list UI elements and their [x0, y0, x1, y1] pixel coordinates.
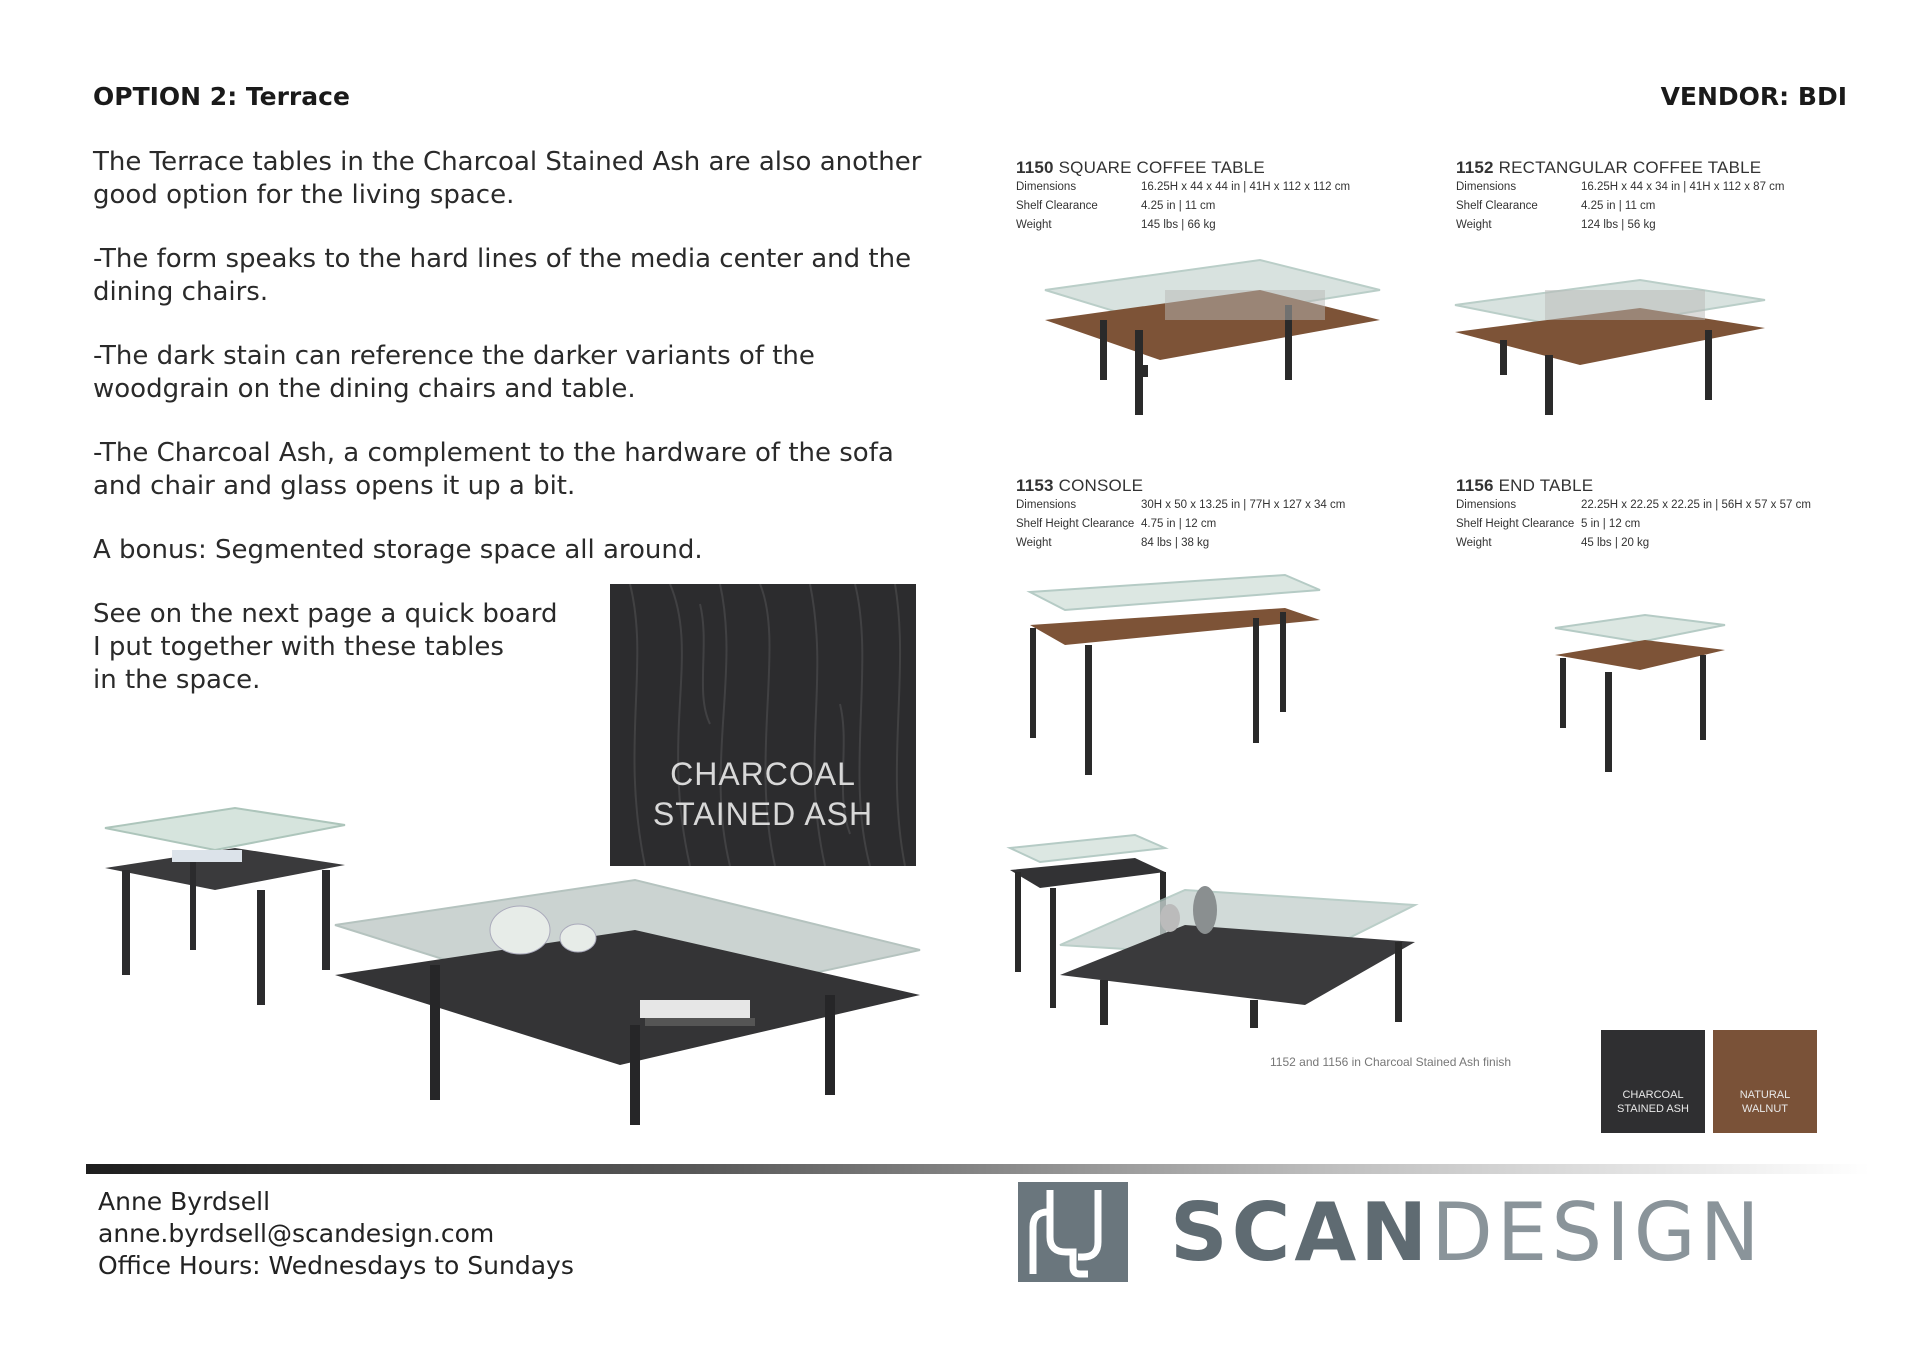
swatch-walnut — [1713, 1030, 1817, 1133]
finish-label-line: CHARCOAL — [670, 756, 856, 792]
swatch-label: NATURAL WALNUT — [1739, 1089, 1791, 1115]
product-photo-1153 — [1025, 570, 1325, 780]
contact-email[interactable]: anne.byrdsell@scandesign.com — [98, 1219, 495, 1248]
intro-paragraph: See on the next page a quick board I put together with these tables in the space. — [93, 599, 558, 695]
spec-row: Weight 84 lbs | 38 kg — [1016, 537, 1210, 549]
product-title: 1150 SQUARE COFFEE TABLE — [1016, 158, 1265, 177]
product-photo-1152 — [1450, 260, 1780, 420]
brand-part-scan: SCAN — [1170, 1186, 1432, 1279]
spec-row: Dimensions 30H x 50 x 13.25 in | 77H x 127 x 34 cm — [1016, 499, 1346, 511]
product-photo-1152-1156-charcoal — [1005, 830, 1425, 1030]
spec-row: Shelf Height Clearance 5 in | 12 cm — [1456, 518, 1641, 530]
end-table-illustration — [105, 808, 345, 1005]
spec-row: Weight 45 lbs | 20 kg — [1456, 537, 1650, 549]
product-spec-1150 — [1016, 158, 1436, 235]
scandesign-logo-icon — [1018, 1182, 1128, 1282]
spec-row: Shelf Clearance 4.25 in | 11 cm — [1016, 200, 1216, 212]
spec-row: Dimensions 22.25H x 22.25 x 22.25 in | 56H x 57 x 57 cm — [1456, 499, 1811, 511]
square-coffee-table-illustration — [335, 880, 920, 1125]
product-title: 1153 CONSOLE — [1016, 476, 1144, 495]
intro-paragraph: A bonus: Segmented storage space all around. — [93, 535, 703, 565]
finish-label-line: STAINED ASH — [652, 796, 874, 832]
option-title: OPTION 2: Terrace — [93, 82, 350, 111]
product-spec-1152 — [1456, 158, 1876, 235]
product-title: 1152 RECTANGULAR COFFEE TABLE — [1456, 158, 1762, 177]
intro-paragraph: -The dark stain can reference the darker variants of the woodgrain on the dining chairs and table. — [93, 341, 815, 404]
vendor-label: VENDOR: BDI — [1660, 82, 1847, 111]
spec-row: Shelf Height Clearance 4.75 in | 12 cm — [1016, 518, 1217, 530]
spec-row: Weight 145 lbs | 66 kg — [1016, 219, 1216, 231]
brand-part-design: DESIGN — [1431, 1186, 1764, 1279]
product-photo-charcoal-set — [100, 790, 930, 1130]
spec-row: Weight 124 lbs | 56 kg — [1456, 219, 1656, 231]
intro-paragraph: -The form speaks to the hard lines of the media center and the dining chairs. — [93, 244, 912, 307]
product-photo-1150 — [1040, 250, 1400, 430]
product-spec-1153 — [1016, 476, 1436, 553]
office-hours: Office Hours: Wednesdays to Sundays — [98, 1251, 574, 1280]
contact-name: Anne Byrdsell — [98, 1187, 271, 1216]
product-photo-1156 — [1545, 610, 1735, 780]
brand-wordmark — [1170, 1186, 1764, 1279]
photo-caption: 1152 and 1156 in Charcoal Stained Ash finish — [1270, 1055, 1512, 1069]
intro-paragraph: The Terrace tables in the Charcoal Stained Ash are also another good option for the living space. — [93, 147, 922, 210]
footer-divider — [86, 1164, 1870, 1174]
product-title: 1156 END TABLE — [1456, 476, 1594, 495]
swatch-charcoal — [1601, 1030, 1705, 1133]
spec-row: Dimensions 16.25H x 44 x 44 in | 41H x 112 x 112 cm — [1016, 181, 1351, 193]
contact-info — [98, 1186, 574, 1282]
intro-paragraph: -The Charcoal Ash, a complement to the hardware of the sofa and chair and glass opens it up a bit. — [93, 438, 894, 501]
spec-row: Shelf Clearance 4.25 in | 11 cm — [1456, 200, 1656, 212]
swatch-label: CHARCOAL STAINED ASH — [1617, 1089, 1689, 1115]
product-spec-1156 — [1456, 476, 1896, 553]
spec-row: Dimensions 16.25H x 44 x 34 in | 41H x 112 x 87 cm — [1456, 181, 1785, 193]
